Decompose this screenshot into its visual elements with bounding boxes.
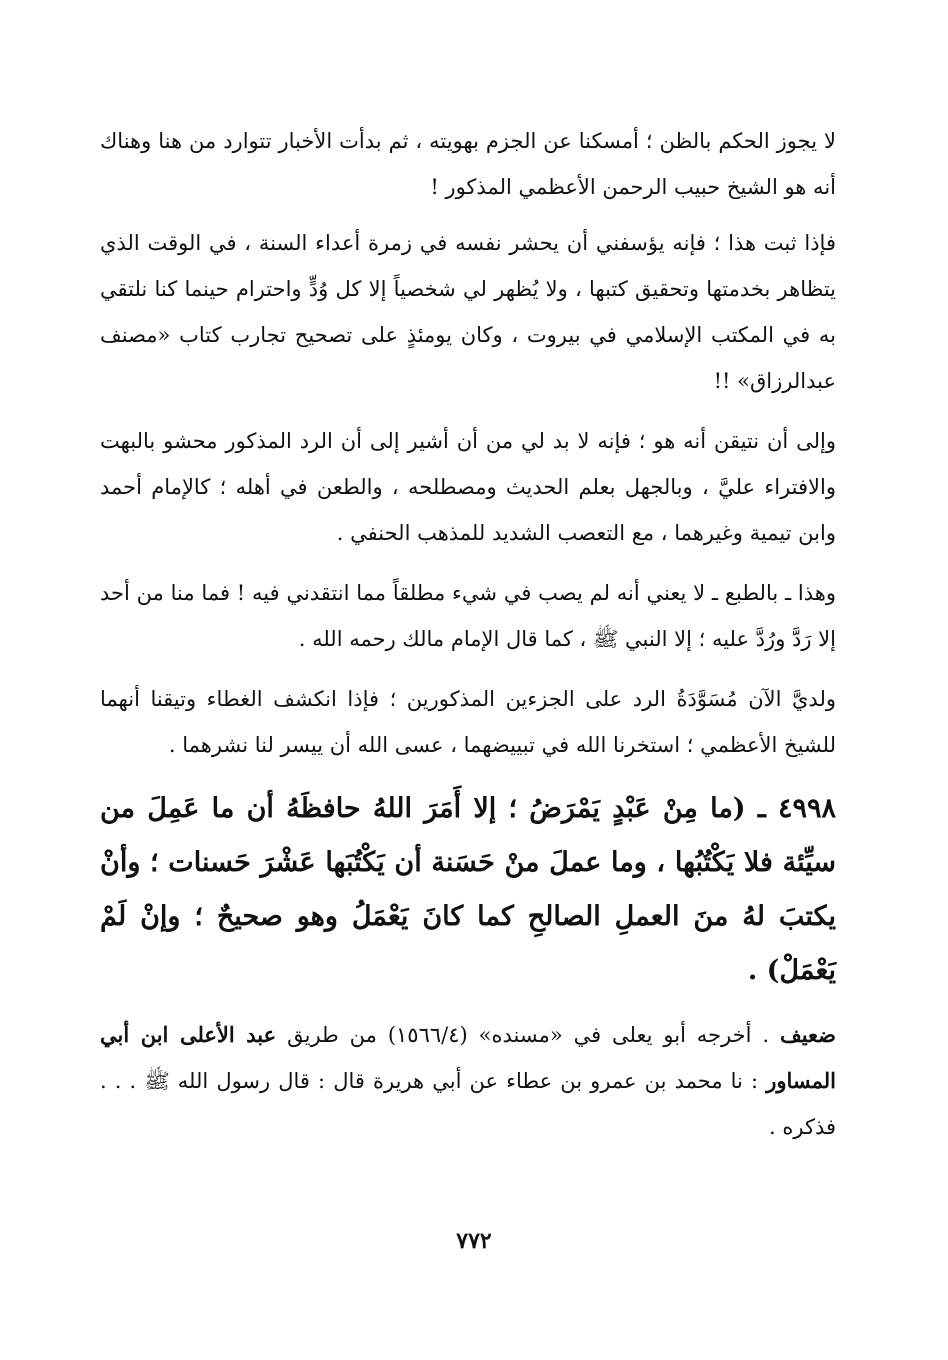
paragraph-1: لا يجوز الحكم بالظن ؛ أمسكنا عن الجزم بهويته ، ثم بدأت الأخبار تتوارد من هنا وهناك أنه هو الشيخ حبيب الرحمن الأعظمي المذكور ! (100, 129, 836, 199)
takhrij-paragraph (100, 1012, 836, 1150)
narrator-name: عبد الأعلى ابن أبي المساور (100, 1022, 836, 1093)
paragraph-5: ولديَّ الآن مُسَوَّدَةُ الرد على الجزءين المذكورين ؛ فإذا انكشف الغطاء وتيقنا أنهما للشيخ الأعظمي ؛ استخرنا الله في تبييضهما ، عسى الله أن ييسر لنا نشرهما . (100, 687, 836, 757)
page-number: ٧٧٢ (456, 1228, 492, 1254)
takhrij-part-2: : نا محمد بن عمرو بن عطاء عن أبي هريرة قال : قال رسول الله ﷺ . . . فذكره . (100, 1069, 836, 1139)
hadith-text (100, 782, 836, 998)
hadith-body: ـ (ما مِنْ عَبْدٍ يَمْرَضُ ؛ إلا أَمَرَ اللهُ حافظَهُ أن ما عَمِلَ من سيِّئة فلا يَكْتُبُها ، وما عملَ منْ حَسَنة أن يَكْتُبَها عَشْرَ حَسنات ؛ وأنْ يكتبَ لهُ منَ العملِ الصالحِ كما كانَ يَعْمَلُ وهو صحيحٌ ؛ وإنْ لَمْ يَعْمَلْ) . (100, 793, 836, 986)
hadith-number: ٤٩٩٨ (777, 793, 836, 824)
hadith-grade: ضعيف (779, 1022, 837, 1047)
paragraph-4: وهذا ـ بالطبع ـ لا يعني أنه لم يصب في شيء مطلقاً مما انتقدني فيه ! فما منا من أحد إلا رَدَّ ورُدَّ عليه ؛ إلا النبي ﷺ ، كما قال الإمام مالك رحمه الله . (100, 581, 836, 651)
takhrij-part-1: . أخرجه أبو يعلى في «مسنده» (١٥٦٦/٤) من طريق (287, 1023, 770, 1047)
page-body (100, 118, 836, 1150)
paragraph-2: فإذا ثبت هذا ؛ فإنه يؤسفني أن يحشر نفسه في زمرة أعداء السنة ، في الوقت الذي يتظاهر بخدمتها وتحقيق كتبها ، ولا يُظهر لي شخصياً إلا كل وُدٍّ واحترام حينما كنا نلتقي به في المكتب الإسلامي في بيروت ، وكان يومئذٍ على تصحيح تجارب كتاب «مصنف عبدالرزاق» !! (100, 231, 836, 393)
paragraph-3: وإلى أن نتيقن أنه هو ؛ فإنه لا بد لي من أن أشير إلى أن الرد المذكور محشو بالبهت والافتراء عليَّ ، وبالجهل بعلم الحديث ومصطلحه ، والطعن في أهله ؛ كالإمام أحمد وابن تيمية وغيرهما ، مع التعصب الشديد للمذهب الحنفي . (100, 429, 836, 545)
